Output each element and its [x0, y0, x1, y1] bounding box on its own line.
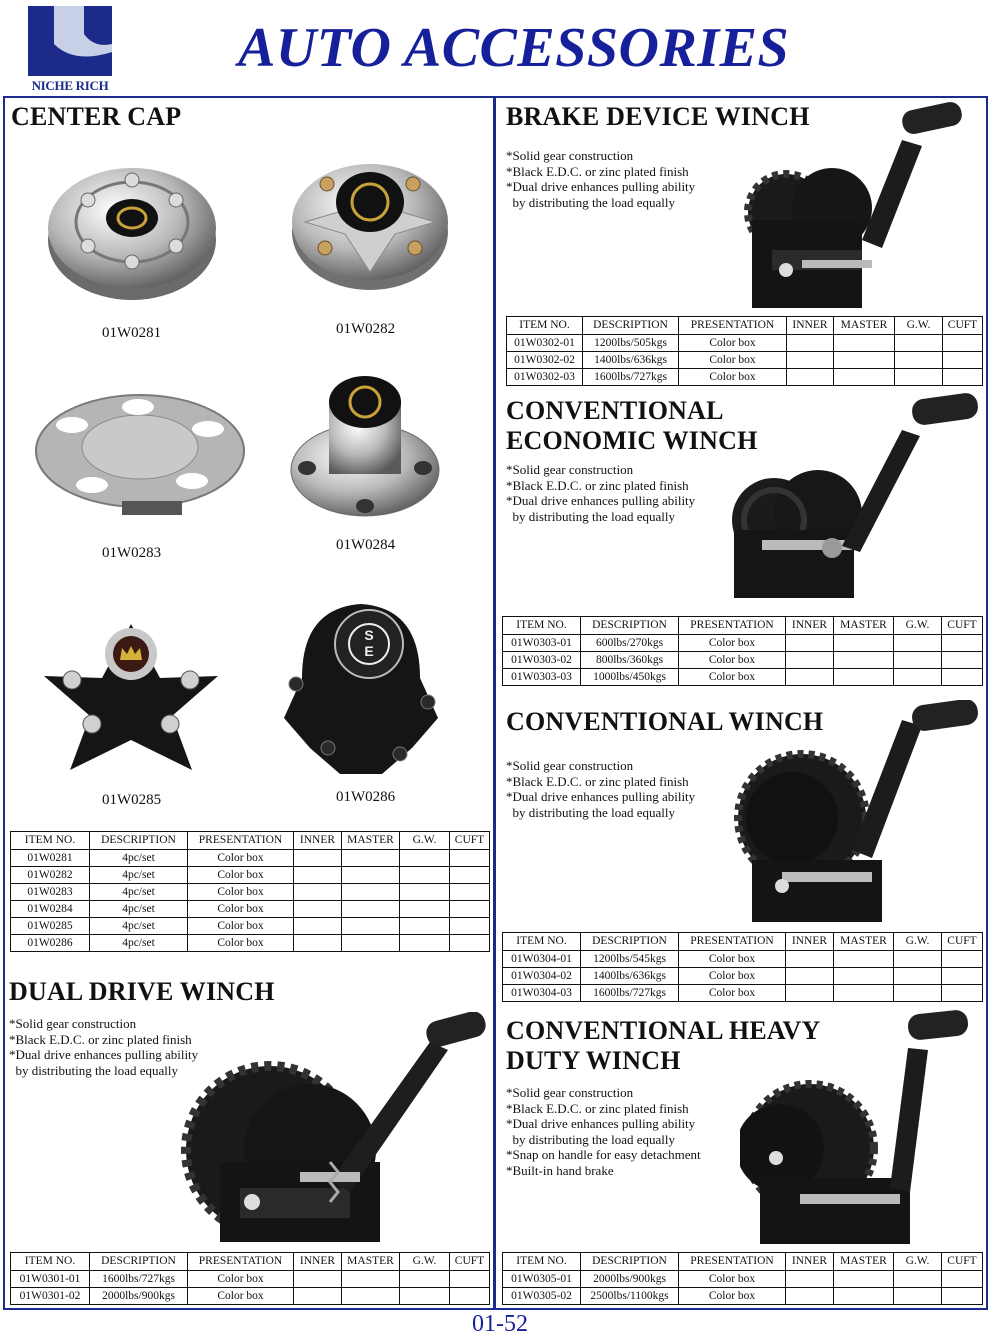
- table-cell: 01W0302-03: [507, 369, 583, 386]
- table-cell: [294, 1271, 342, 1288]
- feature-item: *Black E.D.C. or zinc plated finish: [9, 1031, 192, 1047]
- table-cell: [943, 369, 983, 386]
- table-cell: [786, 669, 834, 686]
- dual-drive-features: [9, 1016, 198, 1078]
- table-cell: 01W0304-01: [503, 951, 581, 968]
- table-cell: Color box: [188, 918, 294, 935]
- table-cell: 2500lbs/1100kgs: [581, 1288, 679, 1305]
- table-cell: [786, 951, 834, 968]
- feature-item: *Dual drive enhances pulling ability: [506, 789, 696, 804]
- table-cell: [942, 635, 983, 652]
- table-cell: [942, 1288, 983, 1305]
- feature-item: *Black E.D.C. or zinc plated finish: [506, 773, 689, 789]
- table-header-cell: ITEM NO.: [503, 933, 581, 951]
- table-header-cell: ITEM NO.: [507, 317, 583, 335]
- table-header-cell: CUFT: [942, 617, 983, 635]
- table-cell: 01W0304-03: [503, 985, 581, 1002]
- table-cell: 01W0301-02: [11, 1288, 90, 1305]
- heavy-duty-winch-title-line2: DUTY WINCH: [506, 1046, 681, 1075]
- table-cell: 4pc/set: [90, 850, 188, 867]
- feature-item: by distributing the load equally: [506, 508, 675, 524]
- heavy-duty-winch-table-body: [503, 1271, 983, 1305]
- feature-item: *Solid gear construction: [506, 462, 634, 477]
- center-cap-01w0282-image: [285, 150, 455, 300]
- table-cell: [894, 968, 942, 985]
- center-cap-table: [10, 831, 490, 952]
- table-cell: 01W0303-01: [503, 635, 581, 652]
- table-cell: 01W0282: [11, 867, 90, 884]
- table-row: [11, 850, 490, 867]
- table-row: [507, 369, 983, 386]
- table-cell: Color box: [679, 968, 786, 985]
- caption-01w0286: 01W0286: [336, 789, 396, 805]
- caption-01w0283: 01W0283: [102, 545, 162, 561]
- table-cell: 600lbs/270kgs: [581, 635, 679, 652]
- center-cap-01w0281-image: [42, 160, 222, 310]
- caption-01w0282: 01W0282: [336, 321, 396, 337]
- table-cell: Color box: [679, 669, 786, 686]
- table-header-cell: ITEM NO.: [503, 1253, 581, 1271]
- table-header-cell: PRESENTATION: [188, 1253, 294, 1271]
- table-header-cell: PRESENTATION: [679, 1253, 786, 1271]
- table-cell: Color box: [188, 1271, 294, 1288]
- table-cell: [450, 901, 490, 918]
- table-header-cell: CUFT: [942, 1253, 983, 1271]
- table-row: [11, 884, 490, 901]
- feature-item: by distributing the load equally: [506, 194, 675, 210]
- table-header-cell: CUFT: [450, 1253, 490, 1271]
- table-cell: 1000lbs/450kgs: [581, 669, 679, 686]
- feature-item: *Solid gear construction: [506, 758, 634, 773]
- table-cell: [834, 669, 894, 686]
- table-cell: [786, 985, 834, 1002]
- feature-item: *Snap on handle for easy detachment: [506, 1147, 701, 1162]
- table-cell: [787, 335, 834, 352]
- table-cell: Color box: [679, 352, 787, 369]
- economic-winch-table-header: [503, 617, 983, 635]
- table-row: [503, 968, 983, 985]
- table-header-cell: G.W.: [894, 617, 942, 635]
- table-cell: [342, 850, 400, 867]
- table-cell: [787, 352, 834, 369]
- brake-device-table-body: [507, 335, 983, 386]
- table-row: [503, 1271, 983, 1288]
- brake-device-table: [506, 316, 983, 386]
- table-cell: Color box: [679, 951, 786, 968]
- table-row: [503, 652, 983, 669]
- table-row: [11, 918, 490, 935]
- table-row: [11, 1271, 490, 1288]
- feature-item: by distributing the load equally: [506, 1131, 675, 1147]
- economic-winch-table: [502, 616, 983, 686]
- table-cell: Color box: [188, 1288, 294, 1305]
- table-cell: Color box: [188, 884, 294, 901]
- table-cell: [400, 901, 450, 918]
- table-cell: [294, 901, 342, 918]
- table-cell: Color box: [679, 635, 786, 652]
- table-header-cell: DESCRIPTION: [583, 317, 679, 335]
- table-cell: [894, 669, 942, 686]
- table-cell: [834, 1271, 894, 1288]
- table-cell: [834, 635, 894, 652]
- table-header-cell: INNER: [786, 933, 834, 951]
- table-cell: [342, 918, 400, 935]
- dual-drive-winch-image: [180, 1012, 492, 1248]
- table-cell: 4pc/set: [90, 918, 188, 935]
- table-header-cell: INNER: [786, 617, 834, 635]
- table-cell: 2000lbs/900kgs: [90, 1288, 188, 1305]
- table-cell: [450, 884, 490, 901]
- table-cell: [786, 1271, 834, 1288]
- table-row: [11, 867, 490, 884]
- table-cell: 1400lbs/636kgs: [583, 352, 679, 369]
- economic-winch-title-line1: CONVENTIONAL: [506, 396, 724, 425]
- logo-text: NICHE RICH: [31, 78, 109, 93]
- table-row: [503, 985, 983, 1002]
- table-header-cell: MASTER: [834, 317, 895, 335]
- table-cell: [895, 369, 943, 386]
- table-cell: Color box: [188, 867, 294, 884]
- table-header-cell: DESCRIPTION: [90, 832, 188, 850]
- table-cell: [894, 635, 942, 652]
- table-cell: [894, 951, 942, 968]
- table-cell: [834, 352, 895, 369]
- table-row: [507, 335, 983, 352]
- table-cell: Color box: [679, 335, 787, 352]
- table-cell: [342, 901, 400, 918]
- table-cell: [450, 918, 490, 935]
- svg-text:E: E: [364, 643, 374, 659]
- table-cell: 01W0302-02: [507, 352, 583, 369]
- table-cell: [834, 968, 894, 985]
- table-header-cell: MASTER: [834, 933, 894, 951]
- table-cell: [834, 1288, 894, 1305]
- table-cell: [786, 635, 834, 652]
- table-cell: [894, 652, 942, 669]
- table-header-cell: G.W.: [894, 1253, 942, 1271]
- conventional-winch-table-header: [503, 933, 983, 951]
- caption-01w0281: 01W0281: [102, 325, 162, 341]
- table-cell: [400, 935, 450, 952]
- dual-drive-table: [10, 1252, 490, 1305]
- table-cell: [786, 652, 834, 669]
- table-cell: 01W0302-01: [507, 335, 583, 352]
- table-cell: [834, 369, 895, 386]
- brake-device-winch-title: BRAKE DEVICE WINCH: [506, 102, 810, 131]
- table-cell: [834, 951, 894, 968]
- table-cell: [450, 1271, 490, 1288]
- table-cell: 01W0303-03: [503, 669, 581, 686]
- table-header-cell: PRESENTATION: [679, 933, 786, 951]
- table-cell: [342, 935, 400, 952]
- table-cell: [342, 884, 400, 901]
- table-header-cell: DESCRIPTION: [90, 1253, 188, 1271]
- table-cell: [942, 1271, 983, 1288]
- table-header-cell: PRESENTATION: [188, 832, 294, 850]
- table-cell: [894, 1271, 942, 1288]
- table-header-cell: ITEM NO.: [503, 617, 581, 635]
- feature-item: by distributing the load equally: [506, 804, 675, 820]
- table-cell: [942, 669, 983, 686]
- table-cell: 01W0301-01: [11, 1271, 90, 1288]
- table-cell: [294, 867, 342, 884]
- table-cell: 4pc/set: [90, 867, 188, 884]
- table-cell: [894, 1288, 942, 1305]
- table-header-cell: INNER: [294, 832, 342, 850]
- brake-device-winch-image: [742, 100, 970, 312]
- feature-item: *Solid gear construction: [506, 148, 634, 163]
- table-header-cell: DESCRIPTION: [581, 1253, 679, 1271]
- table-cell: [894, 985, 942, 1002]
- feature-item: *Black E.D.C. or zinc plated finish: [506, 1100, 689, 1116]
- table-cell: 4pc/set: [90, 884, 188, 901]
- table-cell: Color box: [679, 369, 787, 386]
- dual-drive-winch-title: DUAL DRIVE WINCH: [9, 977, 275, 1006]
- table-cell: [786, 968, 834, 985]
- feature-item: *Dual drive enhances pulling ability: [506, 1116, 696, 1131]
- table-header-cell: INNER: [786, 1253, 834, 1271]
- table-cell: 01W0283: [11, 884, 90, 901]
- table-cell: [895, 335, 943, 352]
- table-cell: [450, 867, 490, 884]
- table-cell: 1600lbs/727kgs: [583, 369, 679, 386]
- table-cell: [400, 1288, 450, 1305]
- table-row: [11, 901, 490, 918]
- table-cell: 01W0305-02: [503, 1288, 581, 1305]
- conventional-winch-table: [502, 932, 983, 1002]
- table-header-cell: PRESENTATION: [679, 617, 786, 635]
- table-cell: 01W0281: [11, 850, 90, 867]
- table-cell: Color box: [188, 850, 294, 867]
- table-cell: 1600lbs/727kgs: [581, 985, 679, 1002]
- heavy-duty-winch-table-header: [503, 1253, 983, 1271]
- table-cell: [342, 1288, 400, 1305]
- economic-winch-image: [732, 390, 986, 602]
- table-header-cell: MASTER: [834, 617, 894, 635]
- table-cell: [834, 652, 894, 669]
- conventional-winch-features: [506, 758, 695, 820]
- table-cell: [294, 1288, 342, 1305]
- conventional-winch-table-body: [503, 951, 983, 1002]
- table-header-cell: MASTER: [342, 832, 400, 850]
- table-cell: [400, 918, 450, 935]
- table-cell: [787, 369, 834, 386]
- table-cell: 01W0303-02: [503, 652, 581, 669]
- table-header-cell: CUFT: [450, 832, 490, 850]
- table-header-cell: INNER: [294, 1253, 342, 1271]
- center-cap-01w0286-image: [282, 598, 440, 778]
- table-row: [503, 951, 983, 968]
- feature-item: *Dual drive enhances pulling ability: [9, 1047, 199, 1062]
- table-cell: 1600lbs/727kgs: [90, 1271, 188, 1288]
- center-cap-table-body: [11, 850, 490, 952]
- table-cell: [294, 850, 342, 867]
- caption-01w0285: 01W0285: [102, 792, 162, 808]
- table-cell: [400, 1271, 450, 1288]
- heavy-duty-winch-table: [502, 1252, 983, 1305]
- table-header-cell: DESCRIPTION: [581, 933, 679, 951]
- brake-device-table-header: [507, 317, 983, 335]
- heavy-duty-winch-image: [740, 1008, 976, 1248]
- caption-01w0284: 01W0284: [336, 537, 396, 553]
- table-cell: Color box: [679, 1288, 786, 1305]
- table-cell: 01W0286: [11, 935, 90, 952]
- table-header-cell: MASTER: [342, 1253, 400, 1271]
- table-cell: 01W0304-02: [503, 968, 581, 985]
- economic-winch-title-line2: ECONOMIC WINCH: [506, 426, 758, 455]
- table-cell: 01W0285: [11, 918, 90, 935]
- feature-item: by distributing the load equally: [9, 1062, 178, 1078]
- feature-item: *Black E.D.C. or zinc plated finish: [506, 163, 689, 179]
- table-header-cell: G.W.: [895, 317, 943, 335]
- table-header-cell: PRESENTATION: [679, 317, 787, 335]
- heavy-duty-winch-features: [506, 1085, 701, 1178]
- svg-text:S: S: [364, 627, 374, 643]
- feature-item: *Black E.D.C. or zinc plated finish: [506, 477, 689, 493]
- table-cell: 01W0284: [11, 901, 90, 918]
- table-cell: Color box: [679, 652, 786, 669]
- table-cell: [834, 985, 894, 1002]
- table-row: [503, 635, 983, 652]
- center-cap-01w0285-image: [42, 620, 220, 772]
- table-row: [11, 1288, 490, 1305]
- table-cell: [294, 884, 342, 901]
- table-cell: [400, 884, 450, 901]
- table-header-cell: G.W.: [400, 832, 450, 850]
- table-cell: [450, 935, 490, 952]
- dual-drive-table-body: [11, 1271, 490, 1305]
- table-cell: [294, 935, 342, 952]
- table-cell: [942, 968, 983, 985]
- table-row: [503, 1288, 983, 1305]
- center-cap-01w0284-image: [285, 372, 445, 522]
- dual-drive-table-header: [11, 1253, 490, 1271]
- table-row: [11, 935, 490, 952]
- feature-item: *Dual drive enhances pulling ability: [506, 179, 696, 194]
- feature-item: *Dual drive enhances pulling ability: [506, 493, 696, 508]
- table-header-cell: G.W.: [894, 933, 942, 951]
- niche-rich-logo: [24, 4, 116, 96]
- table-cell: [342, 867, 400, 884]
- table-cell: [834, 335, 895, 352]
- table-header-cell: INNER: [787, 317, 834, 335]
- table-cell: Color box: [188, 901, 294, 918]
- table-cell: Color box: [188, 935, 294, 952]
- table-cell: Color box: [679, 985, 786, 1002]
- table-header-cell: G.W.: [400, 1253, 450, 1271]
- table-cell: 4pc/set: [90, 901, 188, 918]
- table-header-cell: ITEM NO.: [11, 1253, 90, 1271]
- table-row: [503, 669, 983, 686]
- table-cell: 1200lbs/505kgs: [583, 335, 679, 352]
- table-header-cell: CUFT: [943, 317, 983, 335]
- table-cell: [942, 951, 983, 968]
- table-cell: [342, 1271, 400, 1288]
- table-cell: [942, 985, 983, 1002]
- table-cell: [450, 1288, 490, 1305]
- center-cap-title: CENTER CAP: [11, 102, 182, 131]
- table-cell: 2000lbs/900kgs: [581, 1271, 679, 1288]
- table-cell: [450, 850, 490, 867]
- table-cell: Color box: [679, 1271, 786, 1288]
- table-header-cell: DESCRIPTION: [581, 617, 679, 635]
- logo-mark-icon: [24, 4, 116, 78]
- table-header-cell: CUFT: [942, 933, 983, 951]
- column-divider: [493, 96, 496, 1310]
- center-cap-01w0283-image: [32, 385, 247, 520]
- brake-device-features: [506, 148, 695, 210]
- heavy-duty-winch-title-line1: CONVENTIONAL HEAVY: [506, 1016, 821, 1045]
- table-cell: [400, 867, 450, 884]
- table-header-cell: MASTER: [834, 1253, 894, 1271]
- page-title: AUTO ACCESSORIES: [238, 17, 790, 79]
- table-header-cell: ITEM NO.: [11, 832, 90, 850]
- conventional-winch-title: CONVENTIONAL WINCH: [506, 707, 824, 736]
- conventional-winch-image: [732, 700, 984, 926]
- economic-winch-table-body: [503, 635, 983, 686]
- table-cell: [786, 1288, 834, 1305]
- center-cap-table-header: [11, 832, 490, 850]
- table-row: [507, 352, 983, 369]
- table-cell: [943, 335, 983, 352]
- table-cell: 1200lbs/545kgs: [581, 951, 679, 968]
- table-cell: 4pc/set: [90, 935, 188, 952]
- feature-item: *Solid gear construction: [9, 1016, 137, 1031]
- feature-item: *Built-in hand brake: [506, 1162, 614, 1178]
- page-number: 01-52: [472, 1311, 528, 1337]
- table-cell: [943, 352, 983, 369]
- table-cell: 01W0305-01: [503, 1271, 581, 1288]
- table-cell: [400, 850, 450, 867]
- feature-item: *Solid gear construction: [506, 1085, 634, 1100]
- table-cell: [294, 918, 342, 935]
- table-cell: [942, 652, 983, 669]
- table-cell: 800lbs/360kgs: [581, 652, 679, 669]
- table-cell: [895, 352, 943, 369]
- table-cell: 1400lbs/636kgs: [581, 968, 679, 985]
- economic-winch-features: [506, 462, 695, 524]
